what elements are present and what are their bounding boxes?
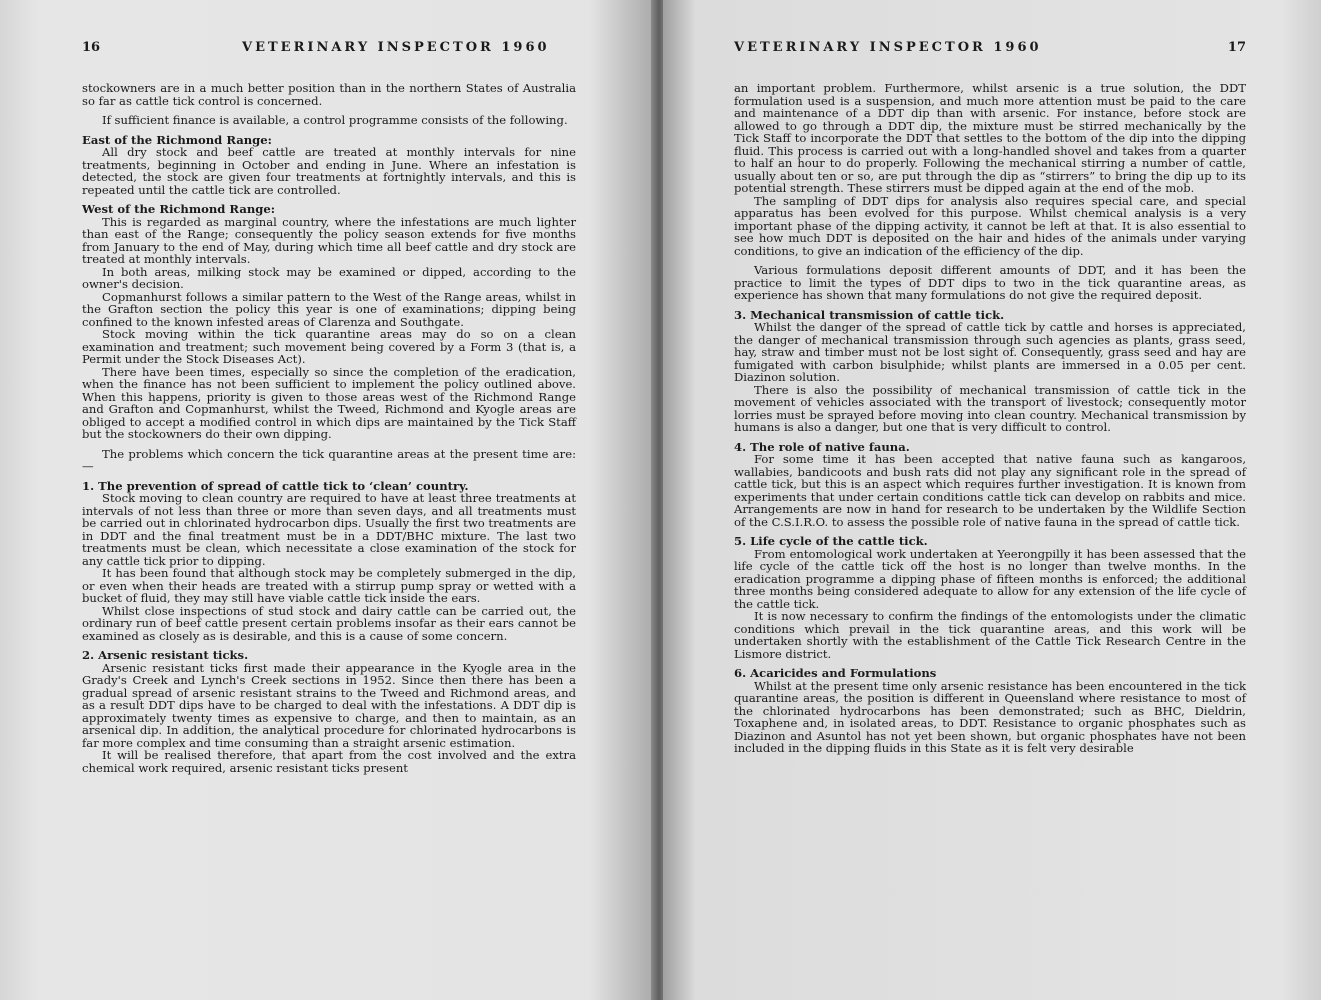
section-heading: 1. The prevention of spread of cattle tick to ‘clean’ country. (82, 478, 469, 493)
right-page (663, 0, 1321, 1000)
paragraph: Arsenic resistant ticks first made their appearance in the Kyogle area in the Grady's Creek and Lynch's Creek sections in 1952. Since then there has been a gradual spread of arsenic resistant strains to the Tweed and Richmond areas, and as a result DDT dips have to be charged to deal with the infestations. A DDT dip is approximately twenty times as expensive to charge, and then to maintain, as an arsenical dip. In addition, the analytical procedure for chlorinated hydrocarbons is far more complex and time consuming than a straight arsenic estimation. (82, 660, 576, 750)
right-page-body (734, 82, 1246, 755)
left-page (0, 0, 655, 1000)
paragraph: From entomological work undertaken at Yeerongpilly it has been assessed that the life cycle of the cattle tick off the host is no longer than twelve months. In the eradication programme a dipping phase of fifteen months is enforced; the additional three months being considered adequate to allow for any extension of the life cycle of the cattle tick. (734, 546, 1246, 611)
running-head: VETERINARY INSPECTOR 1960 (242, 40, 550, 55)
paragraph: If sufficient finance is available, a control programme consists of the following. (102, 113, 568, 127)
paragraph: Whilst the danger of the spread of cattle tick by cattle and horses is appreciated, the danger of mechanical transmission through such agencies as plants, grass seed, hay, straw and timber must not be lost sight of. Consequently, grass seed and hay are fumigated with carbon bisulphide; whilst plants are immersed in a 0.05 per cent. Diazinon solution. (734, 320, 1246, 384)
paragraph: It will be realised therefore, that apart from the cost involved and the extra chemical work required, arsenic resistant ticks present (82, 748, 576, 775)
paragraph: All dry stock and beef cattle are treated at monthly intervals for nine treatments, beginning in October and ending in June. Where an infestation is detected, the stock are given four treatments at fortnightly intervals, and this is repeated until the cattle tick are controlled. (82, 145, 576, 197)
paragraph: Stock moving to clean country are required to have at least three treatments at intervals of not less than three or more than seven days, and all treatments must be carried out in chlorinated hydrocarbon dips. Usually the first two treatments are in DDT and the final treatment must be in a DDT/BHC mixture. The last two treatments must be clean, which necessitate a close examination of the stock for any cattle tick prior to dipping. (82, 491, 576, 568)
paragraph: This is regarded as marginal country, where the infestations are much lighter than east of the Range; consequently the policy season extends for five months from January to the end of May, during which time all beef cattle and dry stock are treated at monthly intervals. (82, 214, 576, 266)
section-heading: 5. Life cycle of the cattle tick. (734, 534, 928, 548)
running-head: VETERINARY INSPECTOR 1960 (734, 40, 1042, 55)
section-heading: 2. Arsenic resistant ticks. (82, 648, 249, 662)
paragraph: Stock moving within the tick quarantine areas may do so on a clean examination and treatment; such movement being covered by a Form 3 (that is, a Permit under the Stock Diseases Act). (82, 327, 576, 366)
paragraph: In both areas, milking stock may be examined or dipped, according to the owner's decision. (82, 264, 576, 291)
paragraph: an important problem. Furthermore, whilst arsenic is a true solution, the DDT formulation used is a suspension, and much more attention must be paid to the care and maintenance of a DDT dip than with arsenic. For instance, before stock are allowed to go through a DDT dip, the mixture must be stirred mechanically by the Tick Staff to incorporate the DDT that settles to the bottom of the dip into the dipping fluid. This process is carried out with a long-handled shovel and takes from a quarter to half an hour to do properly. Following the mechanical stirring a number of cattle, usually about ten or so, are put through the dip as “stirrers” to bring the dip up to its potential strength. These stirrers must be dipped again at the end of the mob. (734, 81, 1246, 195)
section-heading: 3. Mechanical transmission of cattle tick. (734, 307, 1005, 322)
paragraph: Copmanhurst follows a similar pattern to the West of the Range areas, whilst in the Grafton section the policy this year is one of examinations; dipping being confined to the known infested areas of Clarenza and Southgate. (82, 289, 576, 329)
page-number: 16 (82, 40, 101, 55)
paragraph: It is now necessary to confirm the findings of the entomologists under the climatic conditions which prevail in the tick quarantine areas, and this work will be undertaken shortly with the establishment of the Cattle Tick Research Centre in the Lismore district. (734, 609, 1246, 661)
left-page-body (82, 82, 576, 774)
paragraph: Whilst at the present time only arsenic resistance has been encountered in the tick quarantine areas, the position is different in Queensland where resistance to most of the chlorinated hydrocarbons has been demonstrated; such as BHC, Dieldrin, Toxaphene and, in isolated areas, to DDT. Resistance to organic phosphates such as Diazinon and Asuntol has not yet been shown, but organic phosphates have not been included in the dipping fluids in this State as it is felt very desirable (734, 678, 1246, 755)
page-number: 17 (1227, 40, 1246, 55)
paragraph: For some time it has been accepted that native fauna such as kangaroos, wallabies, bandicoots and bush rats did not play any significant role in the spread of cattle tick, but this is an aspect which requires further investigation. It is known from experiments that under certain conditions cattle tick can develop on rabbits and mice. Arrangements are now in hand for research to be undertaken by the Wildlife Section of the C.S.I.R.O. to assess the possible role of native fauna in the spread of cattle tick. (734, 452, 1246, 529)
paragraph: There have been times, especially so since the completion of the eradication, when the finance has not been sufficient to implement the policy outlined above. When this happens, priority is given to those areas west of the Richmond Range and Grafton and Copmanhurst, whilst the Tweed, Richmond and Kyogle areas are obliged to accept a modified control in which dips are maintained by the Tick Staff but the stockowners do their own dipping. (82, 364, 576, 441)
section-heading: 4. The role of native fauna. (734, 439, 910, 454)
paragraph: There is also the possibility of mechanical transmission of cattle tick in the movement of vehicles associated with the transport of livestock; consequently motor lorries must be sprayed before moving into clean country. Mechanical transmission by humans is also a danger, but one that is very difficult to control. (734, 382, 1246, 434)
paragraph: The sampling of DDT dips for analysis also requires special care, and special apparatus has been evolved for this purpose. Whilst chemical analysis is a very important phase of the dipping activity, it cannot be left at that. It is also essential to see how much DDT is deposited on the hair and hides of the animals under varying conditions, to give an indication of the efficiency of the dip. (734, 193, 1246, 258)
paragraph: Whilst close inspections of stud stock and dairy cattle can be carried out, the ordinary run of beef cattle present certain problems insofar as their ears cannot be examined as closely as is desirable, and this is a cause of some concern. (82, 603, 576, 643)
paragraph: It has been found that although stock may be completely submerged in the dip, or even when their heads are treated with a stirrup pump spray or wetted with a bucket of fluid, they may still have viable cattle tick inside the ears. (82, 566, 576, 605)
section-heading: West of the Richmond Range: (82, 202, 276, 216)
paragraph: Various formulations deposit different amounts of DDT, and it has been the practice to limit the types of DDT dips to two in the tick quarantine areas, as experience has shown that many formulations do not give the required deposit. (734, 263, 1246, 302)
section-heading: 6. Acaricides and Formulations (734, 666, 937, 680)
section-heading: East of the Richmond Range: (82, 132, 272, 147)
paragraph: The problems which concern the tick quarantine areas at the present time are:— (82, 446, 576, 473)
paragraph: stockowners are in a much better position than in the northern States of Australia so far as cattle tick control is concerned. (82, 81, 576, 108)
